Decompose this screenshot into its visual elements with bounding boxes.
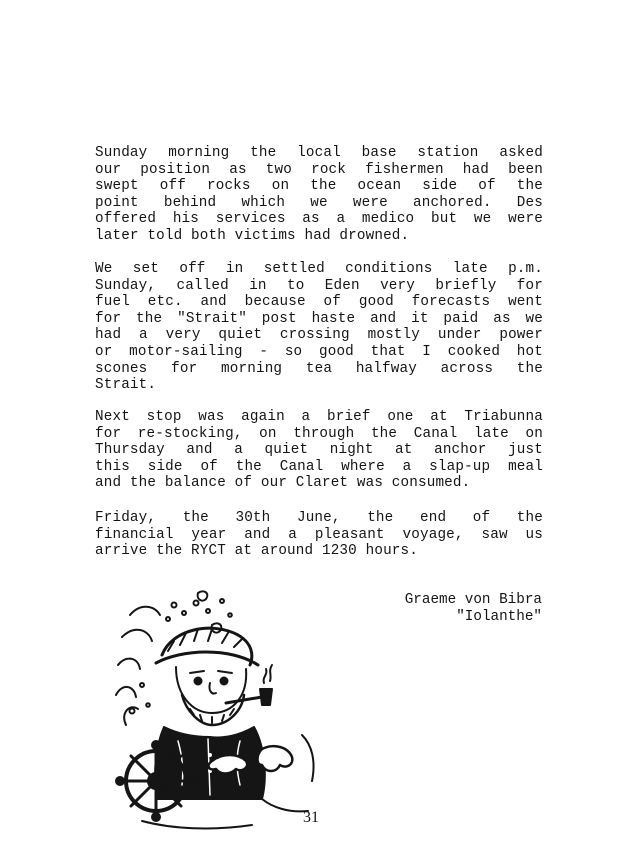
text-line: later told both victims had drowned. bbox=[95, 227, 410, 244]
text-line: fuel etc. and because of good forecasts went bbox=[95, 294, 543, 311]
author-name: Graeme von Bibra bbox=[404, 592, 542, 608]
text-line: Sunday morning the local base station asked bbox=[95, 145, 543, 161]
text-line: this side of the Canal where a slap-up meal bbox=[95, 458, 543, 475]
paragraph-triabunna bbox=[95, 409, 543, 492]
paragraph-base-station bbox=[95, 145, 543, 245]
text-line: Strait. bbox=[95, 377, 157, 394]
sailor-at-helm-sketch-icon bbox=[112, 585, 324, 835]
text-line: We set off in settled conditions late p.m. bbox=[95, 261, 543, 277]
text-line: for re-stocking, on through the Canal late on bbox=[95, 425, 543, 442]
text-line: our position as two rock fishermen had been bbox=[95, 161, 543, 178]
text-line: had a very quiet crossing mostly under power bbox=[95, 327, 543, 344]
text-line: and the balance of our Claret was consumed. bbox=[95, 475, 471, 492]
paragraph-strait-crossing bbox=[95, 261, 543, 394]
text-line: or motor-sailing - so good that I cooked hot bbox=[95, 343, 543, 360]
boat-name: "Iolanthe" bbox=[456, 608, 542, 625]
page-number: 31 bbox=[303, 809, 319, 826]
signature-block bbox=[380, 592, 542, 625]
text-line: swept off rocks on the ocean side of the bbox=[95, 178, 543, 195]
paragraph-arrival bbox=[95, 510, 543, 560]
text-line: point behind which we were anchored. Des bbox=[95, 194, 543, 211]
text-line: arrive the RYCT at around 1230 hours. bbox=[95, 543, 418, 560]
text-line: financial year and a pleasant voyage, saw us bbox=[95, 526, 543, 543]
text-line: Thursday and a quiet night at anchor just bbox=[95, 442, 543, 459]
text-line: Friday, the 30th June, the end of the bbox=[95, 510, 543, 526]
text-line: offered his services as a medico but we were bbox=[95, 211, 543, 228]
text-line: scones for morning tea halfway across the bbox=[95, 360, 543, 377]
text-line: Sunday, called in to Eden very briefly for bbox=[95, 277, 543, 294]
text-line: Next stop was again a brief one at Triabunna bbox=[95, 409, 543, 425]
text-line: for the "Strait" post haste and it paid as we bbox=[95, 310, 543, 327]
